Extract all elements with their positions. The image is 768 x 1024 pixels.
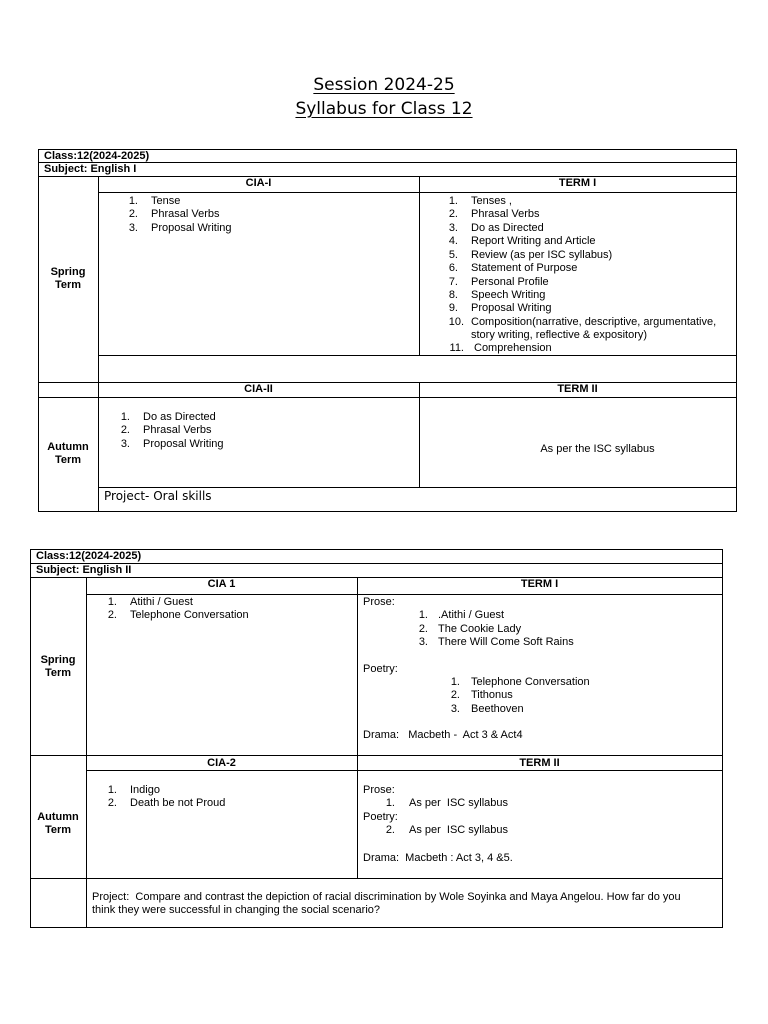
list-item: There Will Come Soft Rains <box>438 636 574 648</box>
list-item: .Atithi / Guest <box>438 609 505 621</box>
list-number: 11. <box>449 342 464 354</box>
list-item: Personal Profile <box>471 276 549 288</box>
drama-line: Drama: Macbeth - Act 3 & Act4 <box>363 729 523 741</box>
subject-label: Subject: English II <box>36 564 132 576</box>
term1-header: TERM I <box>520 578 559 590</box>
list-number: 9. <box>448 302 458 314</box>
list-item: Tithonus <box>471 689 513 701</box>
list-number: 3. <box>448 222 458 234</box>
poetry-label: Poetry: <box>363 663 398 675</box>
spring-term-label: Spring <box>40 654 76 666</box>
list-item: Telephone Conversation <box>471 676 590 688</box>
list-number: 8. <box>448 289 458 301</box>
list-number: 1. <box>107 596 117 608</box>
list-item: Phrasal Verbs <box>151 208 220 220</box>
term1-header: TERM I <box>558 177 597 189</box>
list-item: Report Writing and Article <box>471 235 596 247</box>
list-item: Proposal Writing <box>471 302 552 314</box>
autumn-term-label: Term <box>44 824 72 836</box>
prose-label: Prose: <box>363 784 395 796</box>
list-item: Death be not Proud <box>130 797 226 809</box>
project-text: Project: Compare and contrast the depiction of racial discrimination by Wole Soyinka and Maya Angelou. How far do you <box>92 891 681 903</box>
list-item: The Cookie Lady <box>438 623 522 635</box>
list-number: 1. <box>418 609 428 621</box>
spring-term-label: Term <box>44 667 72 679</box>
cia1-header: CIA 1 <box>207 578 236 590</box>
list-item: Telephone Conversation <box>130 609 249 621</box>
list-item: Composition(narrative, descriptive, argumentative, <box>471 316 717 328</box>
autumn-term-label: Autumn <box>47 441 89 453</box>
list-item: Tense <box>151 195 181 207</box>
list-number: 5. <box>448 249 458 261</box>
list-item: Do as Directed <box>471 222 544 234</box>
cia1-header: CIA-I <box>245 177 272 189</box>
list-number: 2. <box>448 208 458 220</box>
list-item: Phrasal Verbs <box>143 424 212 436</box>
syllabus-title: Syllabus for Class 12 <box>295 99 473 119</box>
list-item: Do as Directed <box>143 411 216 423</box>
list-item: As per ISC syllabus <box>409 797 509 809</box>
list-item: Indigo <box>130 784 160 796</box>
list-number: 1. <box>448 195 458 207</box>
list-number: 4. <box>448 235 458 247</box>
class-label: Class:12(2024-2025) <box>44 150 150 162</box>
list-number: 6. <box>448 262 458 274</box>
list-number: 2. <box>107 797 117 809</box>
list-number: 10. <box>448 316 464 328</box>
list-number: 1. <box>450 676 460 688</box>
term2-text: As per the ISC syllabus <box>540 443 655 455</box>
list-item: Phrasal Verbs <box>471 208 540 220</box>
list-item: Comprehension <box>474 342 552 354</box>
project-text: think they were successful in changing the social scenario? <box>92 904 380 916</box>
term2-header: TERM II <box>557 383 598 395</box>
list-item: As per ISC syllabus <box>409 824 509 836</box>
list-item: Beethoven <box>471 703 524 715</box>
cia2-header: CIA-2 <box>207 757 236 769</box>
list-number: 1. <box>107 784 117 796</box>
list-number: 3. <box>450 703 460 715</box>
list-number: 3. <box>128 222 138 234</box>
prose-label: Prose: <box>363 596 395 608</box>
list-number: 2. <box>385 824 395 836</box>
drama-line: Drama: Macbeth : Act 3, 4 &5. <box>363 852 513 864</box>
list-number: 2. <box>120 424 130 436</box>
list-number: 1. <box>385 797 395 809</box>
list-number: 1. <box>128 195 138 207</box>
list-item: story writing, reflective & expository) <box>471 329 648 341</box>
list-number: 1. <box>120 411 130 423</box>
list-item: Review (as per ISC syllabus) <box>471 249 613 261</box>
list-item: Proposal Writing <box>143 438 224 450</box>
subject-label: Subject: English I <box>44 163 137 175</box>
list-item: Atithi / Guest <box>130 596 193 608</box>
list-number: 7. <box>448 276 458 288</box>
spring-term-label: Spring <box>50 266 86 278</box>
list-number: 3. <box>418 636 428 648</box>
list-item: Proposal Writing <box>151 222 232 234</box>
poetry-label: Poetry: <box>363 811 398 823</box>
list-number: 2. <box>418 623 428 635</box>
list-item: Tenses , <box>471 195 512 207</box>
session-title: Session 2024-25 <box>313 75 455 95</box>
list-number: 3. <box>120 438 130 450</box>
project-text: Project- Oral skills <box>104 489 212 503</box>
term2-header: TERM II <box>519 757 560 769</box>
spring-term-label: Term <box>54 279 82 291</box>
list-number: 2. <box>128 208 138 220</box>
autumn-term-label: Term <box>54 454 82 466</box>
cia2-header: CIA-II <box>244 383 273 395</box>
list-item: Speech Writing <box>471 289 546 301</box>
list-number: 2. <box>450 689 460 701</box>
list-item: Statement of Purpose <box>471 262 578 274</box>
class-label: Class:12(2024-2025) <box>36 550 142 562</box>
list-number: 2. <box>107 609 117 621</box>
autumn-term-label: Autumn <box>37 811 79 823</box>
